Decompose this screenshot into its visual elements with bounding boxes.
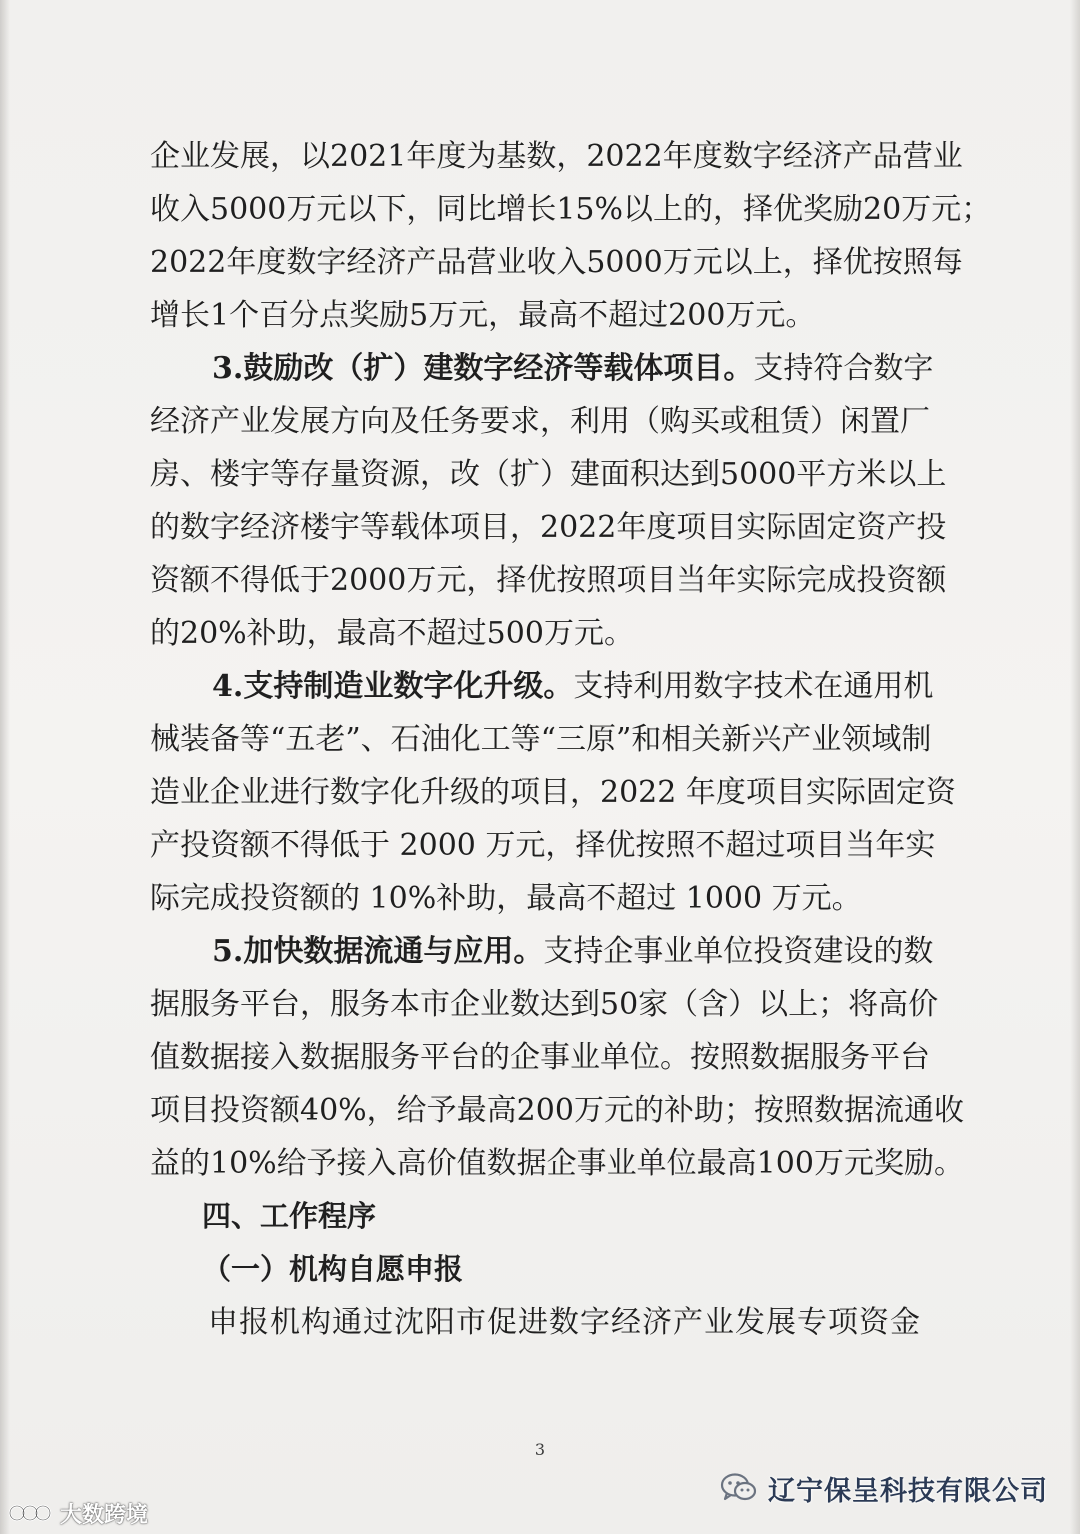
p4-lead: 5.加快数据流通与应用。 [212,934,544,969]
page-shadow-left [0,0,10,1534]
p4-line-1 [150,925,934,978]
p2-lead: 3.鼓励改（扩）建数字经济等载体项目。 [212,351,754,386]
p2-line-5: 资额不得低于2000万元，择优按照项目当年实际完成投资额 [150,563,947,598]
p5-line-1: 申报机构通过沈阳市促进数字经济产业发展专项资金 [208,1305,920,1340]
p2-line-1 [150,342,934,395]
p3-line-4: 产投资额不得低于 2000 万元，择优按照不超过项目当年实 [150,828,936,863]
p2-line-3: 房、楼宇等存量资源，改（扩）建面积达到5000平方米以上 [150,457,947,492]
sub-heading: （一）机构自愿申报 [202,1252,464,1286]
p4-line-3: 值数据接入数据服务平台的企事业单位。按照数据服务平台 [150,1040,930,1075]
p2-line-6: 的20%补助，最高不超过500万元。 [150,616,634,651]
p3-line-3: 造业企业进行数字化升级的项目，2022 年度项目实际固定资 [150,775,956,810]
p2-line-2: 经济产业发展方向及任务要求，利用（购买或租赁）闲置厂 [150,404,930,439]
p3-lead: 4.支持制造业数字化升级。 [212,669,574,704]
p4-line-4: 项目投资额40%，给予最高200万元的补助；按照数据流通收 [150,1093,964,1128]
p1-line-1: 企业发展，以2021年度为基数，2022年度数字经济产品营业 [150,139,963,174]
p3-line-2: 械装备等“五老”、石油化工等“三原”和相关新兴产业领域制 [150,722,932,757]
page-number: 3 [534,1440,546,1459]
p2-line-4: 的数字经济楼宇等载体项目，2022年度项目实际固定资产投 [150,510,947,545]
wechat-icon [720,1472,758,1504]
p1-line-3: 2022年度数字经济产品营业收入5000万元以上，择优按照每 [150,245,963,280]
page-shadow-right [1070,0,1080,1534]
section-heading: 四、工作程序 [202,1199,377,1233]
p3-line-1-rest: 支持利用数字技术在通用机 [573,669,934,704]
watermark-right-text: 辽宁保呈科技有限公司 [768,1475,1048,1507]
p3-line-1 [150,660,934,713]
p3-line-5: 际完成投资额的 10%补助，最高不超过 1000 万元。 [150,881,862,916]
p4-line-1-rest: 支持企事业单位投资建设的数 [543,934,934,969]
watermark-left [8,1496,148,1530]
document-body [150,130,992,1349]
watermark-right [720,1466,1048,1510]
p1-line-4: 增长1个百分点奖励5万元，最高不超过200万元。 [150,298,816,333]
p1-line-2: 收入5000万元以下，同比增长15%以上的，择优奖励20万元； [150,192,992,227]
brand-logo-icon [8,1499,54,1527]
p4-line-5: 益的10%给予接入高价值数据企事业单位最高100万元奖励。 [150,1146,964,1181]
p2-line-1-rest: 支持符合数字 [753,351,934,386]
watermark-left-text: 大数跨境 [60,1502,149,1528]
p4-line-2: 据服务平台，服务本市企业数达到50家（含）以上；将高价 [150,987,939,1022]
